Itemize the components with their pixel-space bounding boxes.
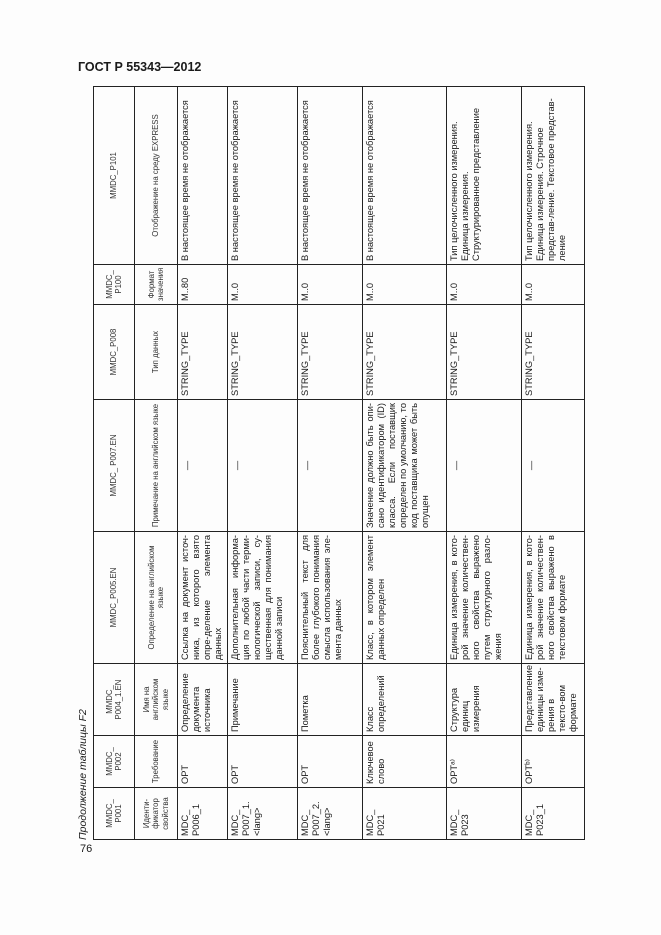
note-text: — [526,460,536,471]
note-text: — [232,460,242,471]
value-format: M..0 [363,265,447,305]
note-text: — [302,460,312,471]
rotated-table-frame [77,87,578,840]
value-format: M..0 [522,265,585,305]
table-row [522,87,585,840]
note-en [228,400,298,532]
data-type: STRING_TYPE [298,305,363,400]
name-en: Представление единицы изме-рения в тексто-вом формате [522,664,585,736]
table-caption: Продолжение таблицы F2 [77,709,89,840]
header-code: MMDC_ P100 [94,265,135,305]
requirement: OPTᵃ⁾ [447,736,522,788]
header-label: Имя на английском языке [135,664,178,736]
table-row [363,87,447,840]
header-label: Тип данных [135,305,178,400]
express-mapping: В настоящее время не отображается [298,87,363,265]
name-en: Класс определений [363,664,447,736]
header-code: MMDC_ P007.EN [94,400,135,532]
data-type: STRING_TYPE [522,305,585,400]
requirement: OPTᵇ⁾ [522,736,585,788]
data-type: STRING_TYPE [363,305,447,400]
header-code: MMDC_P005.EN [94,532,135,664]
header-code: MMDC_P008 [94,305,135,400]
table-row [178,87,228,840]
header-code: MMDC_P101 [94,87,135,265]
table-row [298,87,363,840]
note-text: — [451,460,461,471]
name-en: Пометка [298,664,363,736]
name-en: Структура единиц измерения [447,664,522,736]
table-row [447,87,522,840]
property-id: MDC_ P023_1 [522,788,585,840]
note-en [447,400,522,532]
document-header: ГОСТ Р 55343—2012 [78,60,202,74]
definition-en: Единица измерения, в кото-рой значение количествен-ного свойства выражено путем структурного разло-жения [447,532,522,664]
header-label: Отображение на среду EXPRESS [135,87,178,265]
requirement: Ключевое слово [363,736,447,788]
data-type: STRING_TYPE [447,305,522,400]
requirement: OPT [178,736,228,788]
express-mapping: В настоящее время не отображается [363,87,447,265]
express-mapping: В настоящее время не отображается [228,87,298,265]
table-row [228,87,298,840]
header-codes-row [94,87,135,840]
header-code: MMDC_ P001 [94,788,135,840]
express-mapping: Тип целочисленного измерения. Единица измерения. Строчное представ-ление. Текстовое представ-ление [522,87,585,265]
header-code: MMDC_ P002 [94,736,135,788]
properties-table [93,86,585,840]
property-id: MDC_ P021 [363,788,447,840]
data-type: STRING_TYPE [228,305,298,400]
value-format: M..80 [178,265,228,305]
property-id: MDC_ P006_1 [178,788,228,840]
name-en: Определение документа источника [178,664,228,736]
requirement: OPT [228,736,298,788]
property-id: MDC_ P007_1. <lang> [228,788,298,840]
express-mapping: Тип целочисленного измерения. Единица измерения. Структурированное представление [447,87,522,265]
value-format: M..0 [298,265,363,305]
note-en [522,400,585,532]
note-en: Значение должно быть опи-сано идентификатором (ID) класса. Если поставщик определен по умолчанию, то код поставщика может быть опущен [363,400,447,532]
requirement: OPT [298,736,363,788]
header-label: Примечание на английском языке [135,400,178,532]
header-labels-row [135,87,178,840]
note-text: — [182,460,192,471]
header-label: Определение на английском языке [135,532,178,664]
property-id: MDC_ P023 [447,788,522,840]
note-en [178,400,228,532]
header-label: Иденти-фикатор свойства [135,788,178,840]
note-en [298,400,363,532]
property-id: MDC_ P007_2. <lang> [298,788,363,840]
definition-en: Дополнительная информа-ция по любой части терми-нологической записи, су-щественная для понимания данной записи [228,532,298,664]
definition-en: Ссылка на документ источ-ника, из которого взято опре-деление элемента данных [178,532,228,664]
definition-en: Единица измерения, в кото-рой значение количествен-ного свойства выражено в текстовом формате [522,532,585,664]
definition-en: Класс, в котором элемент данных определен [363,532,447,664]
value-format: M..0 [228,265,298,305]
header-label: Требование [135,736,178,788]
express-mapping: В настоящее время не отображается [178,87,228,265]
value-format: M..0 [447,265,522,305]
data-type: STRING_TYPE [178,305,228,400]
name-en: Примечание [228,664,298,736]
page-number: 76 [80,843,93,855]
header-code: MMDC_ P004_1.EN [94,664,135,736]
header-label: Формат значения [135,265,178,305]
definition-en: Пояснительный текст для более глубокого понимания смысла использования эле-мента данных [298,532,363,664]
